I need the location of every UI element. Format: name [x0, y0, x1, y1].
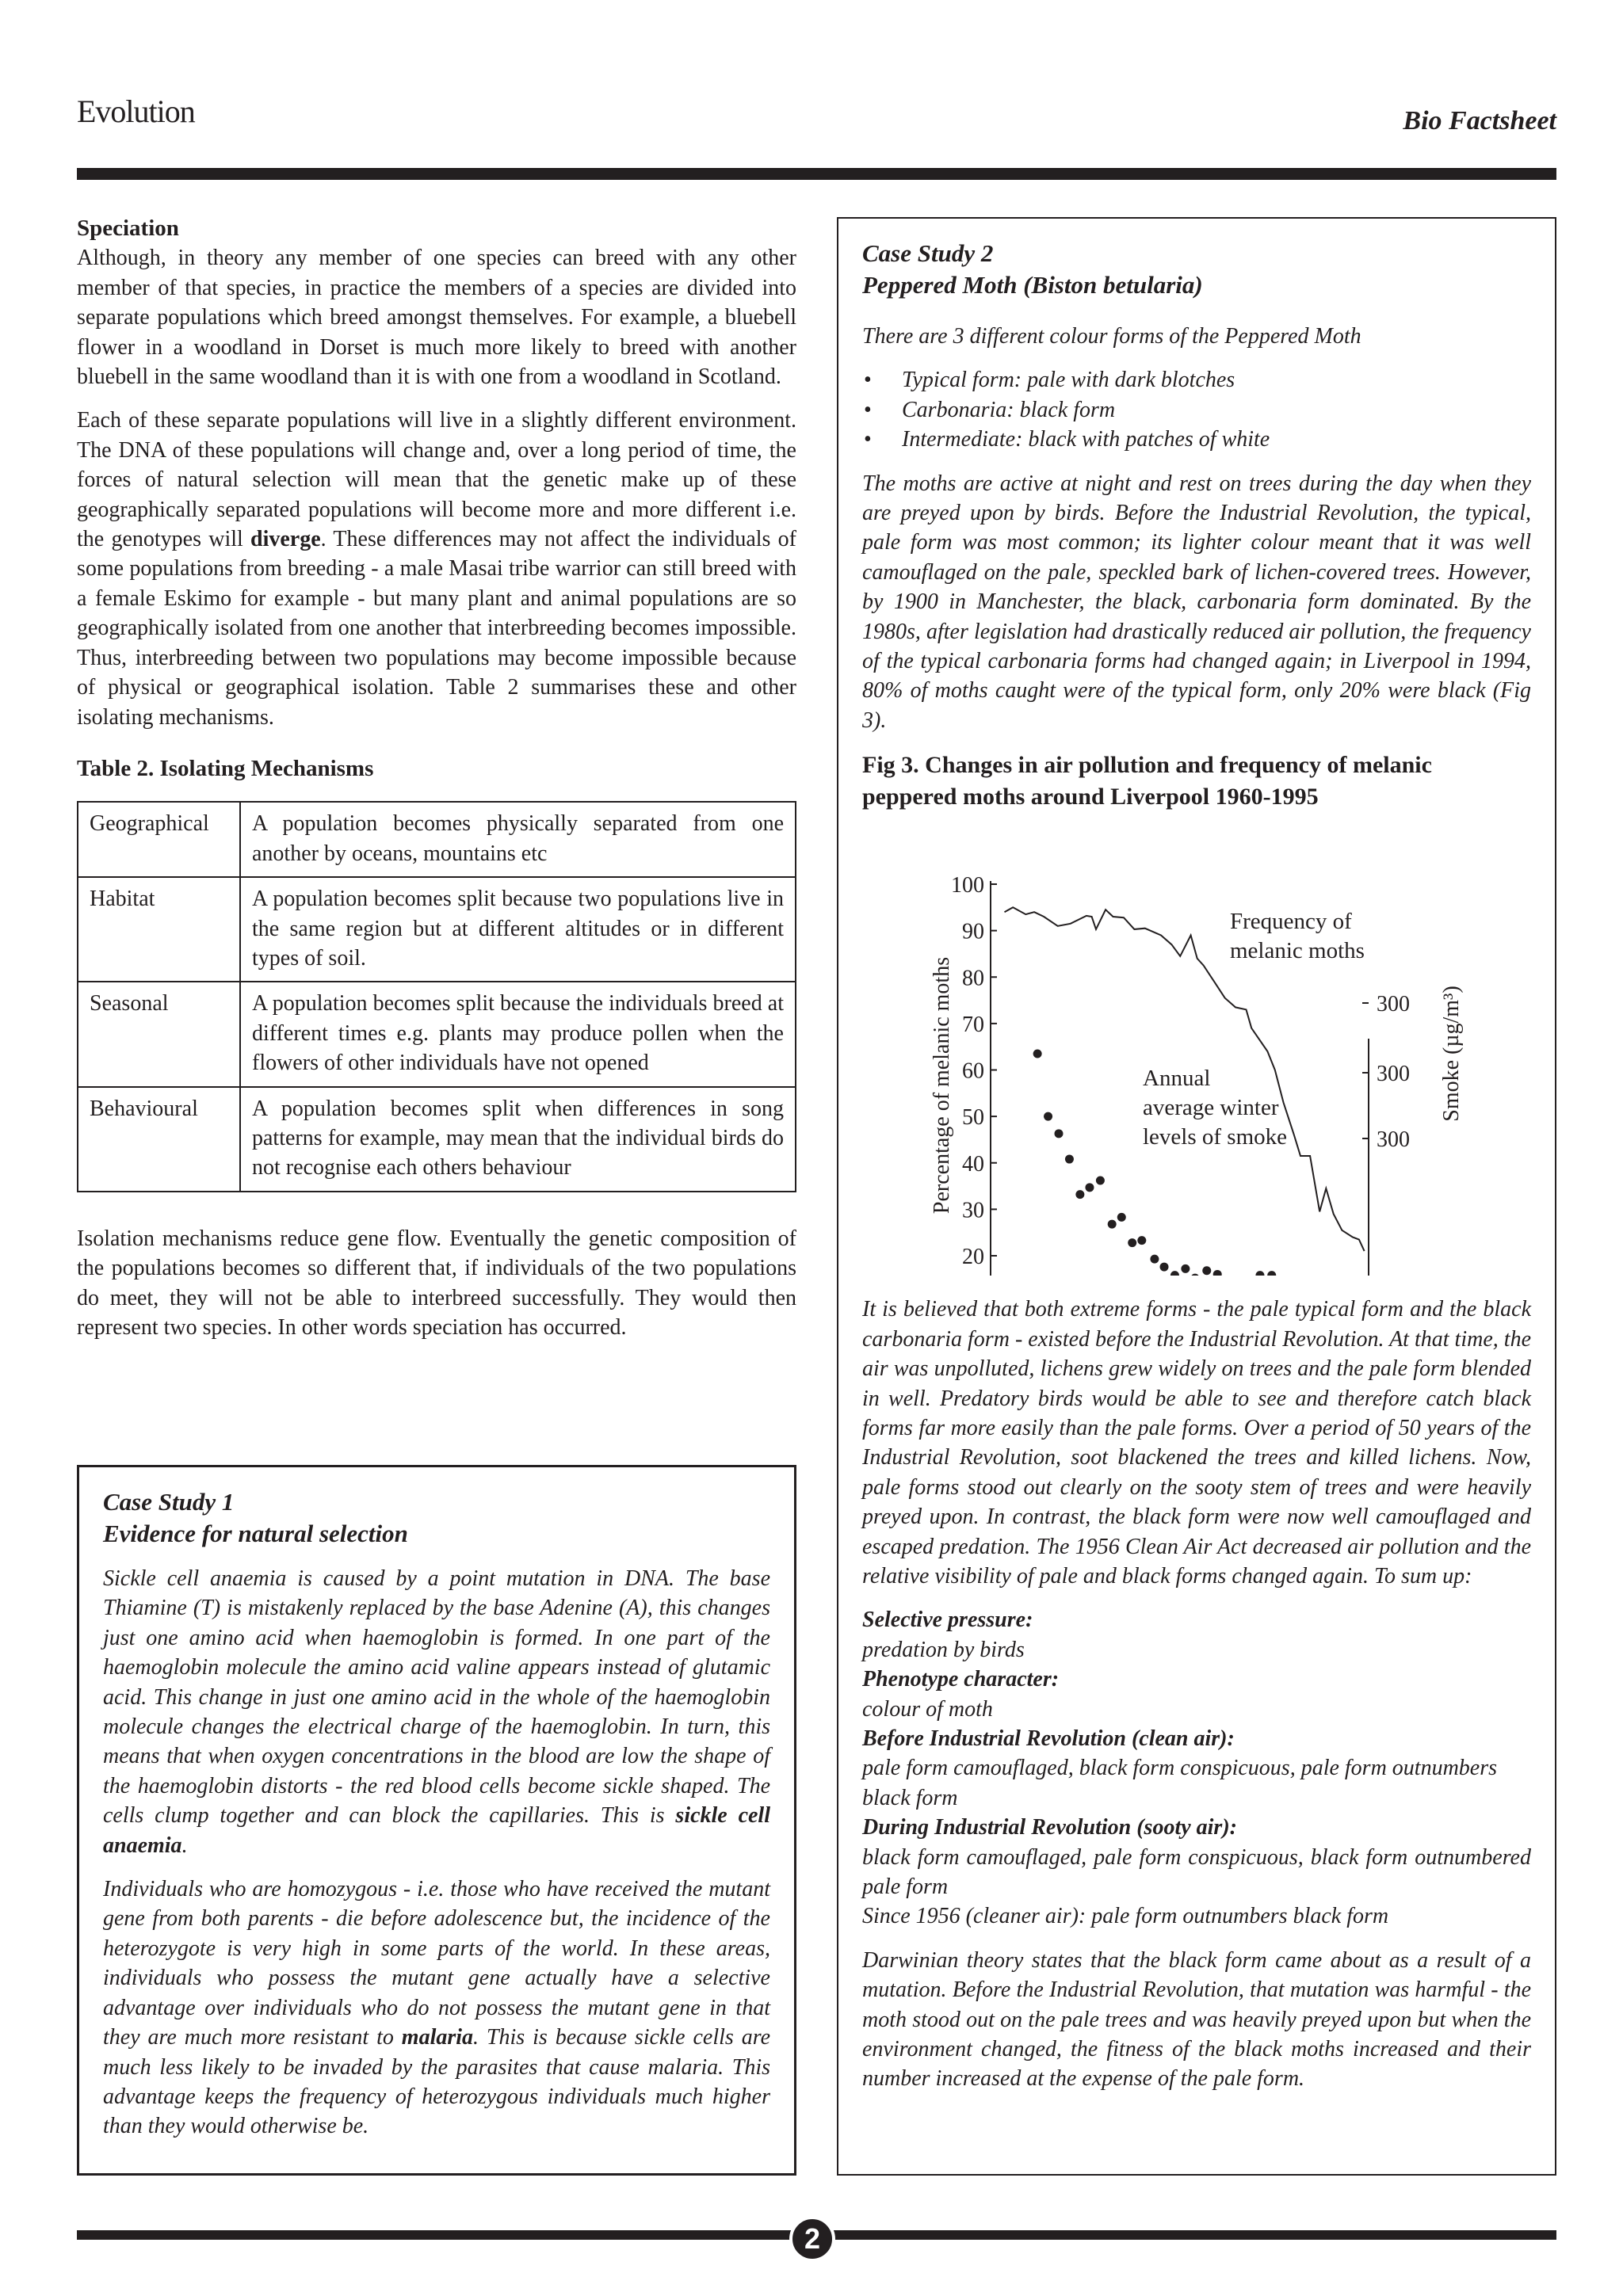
y-tick-label: 50	[962, 1105, 984, 1131]
smoke-data-point	[1054, 1129, 1063, 1138]
mechanism-description: A population becomes split because the individuals breed at different times e.g. plants may produce pollen when the flowers of other individuals have not opened	[240, 982, 796, 1086]
speciation-heading: Speciation	[77, 215, 179, 241]
y-tick-label: 70	[962, 1012, 984, 1037]
series-label: levels of smoke	[1143, 1124, 1288, 1150]
sickle-cell-term: sickle cell anaemia	[103, 1803, 770, 1858]
y-tick-label: 20	[962, 1245, 984, 1269]
left-column	[77, 214, 796, 1356]
text: .	[181, 1833, 188, 1858]
figure-title: Fig 3. Changes in air pollution and frequency of melanic peppered moths around Liverpool 1960-1995	[862, 752, 1432, 810]
smoke-data-point	[1181, 1264, 1190, 1273]
text: Sickle cell anaemia is caused by a point mutation in DNA. The base Thiamine (T) is mistakenly replaced by the base Adenine (A), this changes just one amino acid when haemoglobin is formed. In one part of the haemoglobin molecule the amino acid valine appears instead of glutamic acid. This change in just one amino acid in the whole of the haemoglobin molecule changes the electrical charge of the haemoglobin. In turn, this means that when oxygen concentrations in the blood are low the shape of the haemoglobin distorts - the red blood cells become sickle shaped. The cells clump together and can block the capillaries. This is	[103, 1566, 770, 1829]
smoke-data-point	[1096, 1177, 1105, 1185]
y-tick-label: 60	[962, 1058, 984, 1084]
text: . These differences may not affect the individuals of some populations from breeding - a male Masai tribe warrior can still breed with a female Eskimo for example - but many plant and animal populations are so geographically isolated from one another that interbreeding becomes impossible. Thus, interbreeding between two populations may become impossible because of physical or geographical isolation. Table 2 summarises these and other isolating mechanisms.	[77, 527, 796, 730]
case-study-1-subtitle: Evidence for natural selection	[103, 1520, 408, 1547]
case-study-1-box	[77, 1465, 796, 2176]
speciation-paragraph-2	[77, 406, 796, 731]
smoke-data-point	[1085, 1183, 1094, 1192]
y-tick-label: 90	[962, 919, 984, 944]
isolating-mechanisms-table	[77, 801, 796, 1192]
smoke-data-point	[1108, 1220, 1117, 1229]
y2-axis-label: Smoke (µg/m³)	[1439, 986, 1464, 1122]
summary-list	[862, 1605, 1531, 1931]
y-tick-label: 40	[962, 1151, 984, 1177]
series-label: average winter	[1143, 1095, 1279, 1120]
table-row	[78, 1087, 796, 1192]
mechanism-description: A population becomes split when differences in song patterns for example, may mean that the individual birds do not recognise each others behaviour	[240, 1087, 796, 1192]
header-rule	[77, 168, 1556, 180]
summary-since: Since 1956 (cleaner air): pale form outnumbers black form	[862, 1904, 1389, 1929]
summary-text: predation by birds	[862, 1637, 1025, 1662]
table-row	[78, 877, 796, 982]
isolation-paragraph: Isolation mechanisms reduce gene flow. Eventually the genetic composition of the populations becomes so different that, if individuals of the two populations do meet, they will not be able to interbreed successfully. They would then represent two species. In other words speciation has occurred.	[77, 1226, 796, 1340]
smoke-data-point	[1255, 1271, 1264, 1276]
smoke-data-point	[1033, 1049, 1042, 1058]
page-number: 2	[789, 2216, 835, 2262]
case-study-1-paragraph-1	[103, 1564, 770, 1860]
diverge-term: diverge	[250, 527, 321, 552]
series-label: Frequency of	[1230, 909, 1352, 934]
section-title: Evolution	[77, 93, 195, 129]
series-label: Annual	[1143, 1066, 1211, 1091]
summary-text: black form camouflaged, pale form conspicuous, black form outnumbered pale form	[862, 1844, 1531, 1899]
speciation-paragraph-1: Although, in theory any member of one species can breed with any other member of that species, in practice the members of a species are divided into separate populations which breed amongst themselves. For example, a bluebell flower in a woodland in Dorset is much more likely to breed with another bluebell in the same woodland than it is with one from a woodland in Scotland.	[77, 246, 796, 390]
smoke-data-point	[1202, 1266, 1211, 1275]
summary-label: During Industrial Revolution (sooty air):	[862, 1815, 1237, 1840]
summary-text: colour of moth	[862, 1696, 993, 1722]
case-study-2-paragraph-2: It is believed that both extreme forms - the pale typical form and the black carbonaria form - existed before the Industrial Revolution. At that time, the air was unpolluted, lichens grew widely on trees and the pale form blended in well. Predatory birds would be able to see and therefore catch black forms far more easily than the pale forms. Over a period of 50 years of the Industrial Revolution, soot blackened the trees and killed lichens. Now, pale forms stood out clearly on the sooty stem of trees and were heavily preyed upon. In contrast, the black form were now well camouflaged and escaped predation. The 1956 Clean Air Act decreased air pollution and the relative visibility of pale and black forms changed again. To sum up:	[862, 1297, 1531, 1589]
smoke-data-point	[1044, 1112, 1052, 1121]
smoke-data-point	[1170, 1271, 1179, 1276]
series-label: melanic moths	[1230, 938, 1365, 963]
smoke-data-point	[1128, 1238, 1136, 1247]
y2-tick-label: 300	[1377, 992, 1410, 1016]
case-study-1-title: Case Study 1	[103, 1488, 235, 1516]
case-study-2-subtitle: Peppered Moth (Biston betularia)	[862, 271, 1203, 299]
mechanism-name: Geographical	[78, 802, 240, 877]
y-tick-label: 30	[962, 1198, 984, 1223]
y2-tick-label: 300	[1377, 1127, 1410, 1152]
text: Individuals who are homozygous - i.e. those who have received the mutant gene from both parents - die before adolescence but, the incidence of the heterozygote is very high in some parts of the world. In these areas, individuals who possess the mutant gene actually have a selective advantage over individuals who do not possess the mutant gene in that they are much more resistant to	[103, 1877, 770, 2050]
mechanism-description: A population becomes physically separated from one another by oceans, mountains etc	[240, 802, 796, 877]
case-study-2-intro: There are 3 different colour forms of the Peppered Moth	[862, 324, 1361, 349]
case-study-2-paragraph-1: The moths are active at night and rest on trees during the day when they are preyed upon by birds. Before the Industrial Revolution, the typical, pale form was most common; its lighter colour meant that it was well camouflaged on the pale, speckled bark of lichen-covered trees. However, by 1900 in Manchester, the black, carbonaria form dominated. By the 1980s, after legislation had drastically reduced air pollution, the frequency of the typical carbonaria forms had changed again; in Liverpool in 1994, 80% of moths caught were of the typical form, only 20% were black (Fig 3).	[862, 471, 1531, 733]
y-tick-label: 100	[951, 873, 984, 898]
y-tick-label: 80	[962, 966, 984, 991]
list-item: • Typical form: pale with dark blotches	[902, 365, 1531, 395]
smoke-data-point	[1117, 1213, 1126, 1222]
text: . This is because sickle cells are much less likely to be invaded by the parasites that cause malaria. This advantage keeps the frequency of heterozygous individuals much higher than they would otherwise be.	[103, 2025, 770, 2139]
text: Each of these separate populations will live in a slightly different environment. The DNA of these populations will change and, over a long period of time, the forces of natural selection will mean that the genetic make up of these geographically separated populations will become more and more different i.e. the genotypes will	[77, 408, 796, 552]
list-item: • Intermediate: black with patches of white	[902, 425, 1531, 454]
smoke-data-point	[1075, 1190, 1084, 1199]
moth-smoke-chart	[911, 864, 1482, 1276]
table-row	[78, 982, 796, 1086]
case-study-2-paragraph-3: Darwinian theory states that the black form came about as a result of a mutation. Before the Industrial Revolution, that mutation was harmful - the moth stood out on the pale trees and was heavily preyed upon but when the environment changed, the fitness of the black moths increased and their number increased at the expense of the pale form.	[862, 1947, 1531, 2092]
malaria-term: malaria	[401, 2025, 474, 2050]
table-row	[78, 802, 796, 877]
publication-title: Bio Factsheet	[1403, 106, 1556, 135]
smoke-data-point	[1160, 1263, 1169, 1272]
summary-label: Phenotype character:	[862, 1667, 1060, 1692]
colour-forms-list	[862, 365, 1531, 454]
y-axis-label: Percentage of melanic moths	[930, 956, 954, 1215]
summary-text: pale form camouflaged, black form conspicuous, pale form outnumbers black form	[862, 1756, 1498, 1810]
mechanism-name: Behavioural	[78, 1087, 240, 1192]
y2-tick-label: 300	[1377, 1062, 1410, 1086]
case-study-2-title: Case Study 2	[862, 239, 994, 267]
smoke-data-point	[1267, 1271, 1276, 1276]
list-item: • Carbonaria: black form	[902, 395, 1531, 425]
smoke-data-point	[1150, 1255, 1159, 1264]
summary-label: Before Industrial Revolution (clean air):	[862, 1726, 1235, 1751]
smoke-data-point	[1190, 1274, 1199, 1276]
smoke-data-point	[1213, 1270, 1222, 1276]
mechanism-name: Seasonal	[78, 982, 240, 1086]
smoke-data-point	[1137, 1236, 1146, 1245]
smoke-data-point	[1065, 1155, 1074, 1164]
case-study-1-paragraph-2	[103, 1875, 770, 2142]
mechanism-description: A population becomes split because two populations live in the same region but at different altitudes or in different types of soil.	[240, 877, 796, 982]
table-title: Table 2. Isolating Mechanisms	[77, 755, 374, 781]
summary-label: Selective pressure:	[862, 1608, 1033, 1633]
mechanism-name: Habitat	[78, 877, 240, 982]
